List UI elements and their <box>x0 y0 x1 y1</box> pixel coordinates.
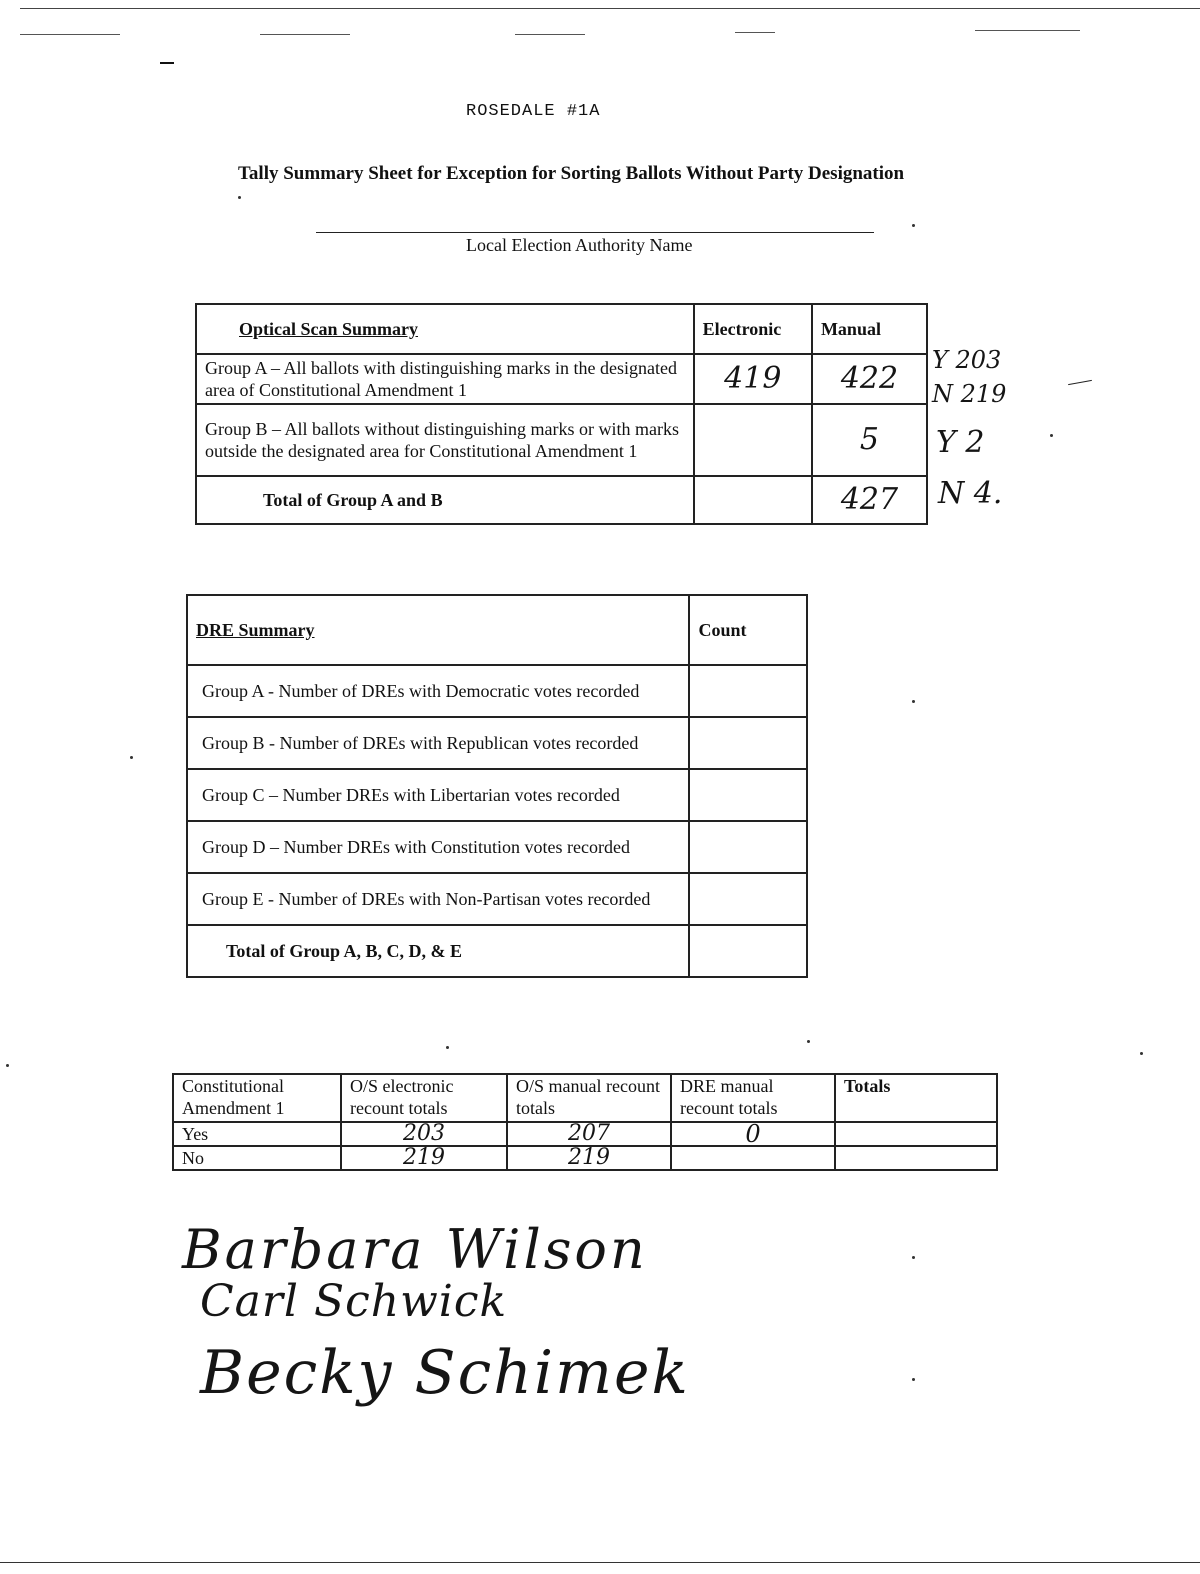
group-a-electronic: 419 <box>694 354 812 404</box>
dre-group-a-count <box>689 665 807 717</box>
dre-group-e-count <box>689 873 807 925</box>
yes-dre-manual: 0 <box>671 1122 835 1146</box>
scan-dot <box>912 1378 915 1381</box>
no-dre-manual <box>671 1146 835 1170</box>
yes-label: Yes <box>173 1122 341 1146</box>
group-b-label: Group B – All ballots without distinguishing marks or with marks outside the designated area for Constitutional Amendment 1 <box>196 404 694 476</box>
amendment-header-label: Constitutional Amendment 1 <box>173 1074 341 1122</box>
yes-totals <box>835 1122 997 1146</box>
scan-dot <box>6 1064 9 1067</box>
margin-note-y-group-a: Y 203 <box>932 346 1002 374</box>
margin-note-n-group-b: N 4. <box>938 476 1003 511</box>
scan-dot <box>238 196 241 199</box>
total-a-b-manual: 427 <box>812 476 927 524</box>
margin-note-n-group-a: N 219 <box>932 380 1007 408</box>
scan-artifact-line <box>20 34 120 35</box>
dre-group-b-count <box>689 717 807 769</box>
scan-dot <box>807 1040 810 1043</box>
scan-dot <box>1050 434 1053 437</box>
sheet-title: Tally Summary Sheet for Exception for Sorting Ballots Without Party Designation <box>238 163 905 184</box>
no-os-electronic: 219 <box>341 1146 507 1170</box>
no-os-manual: 219 <box>507 1146 671 1170</box>
authority-name-label: Local Election Authority Name <box>466 235 693 255</box>
scan-dot <box>912 224 915 227</box>
total-a-b-electronic <box>694 476 812 524</box>
yes-os-manual: 207 <box>507 1122 671 1146</box>
optical-scan-heading: Optical Scan Summary <box>196 304 694 354</box>
group-a-manual: 422 <box>812 354 927 404</box>
optical-scan-table <box>195 303 928 525</box>
signature-carl-schwick: Carl Schwick <box>200 1276 508 1327</box>
os-manual-header: O/S manual recount totals <box>507 1074 671 1122</box>
col-count: Count <box>689 595 807 665</box>
dre-heading: DRE Summary <box>187 595 689 665</box>
scan-artifact-line <box>260 34 350 35</box>
group-b-electronic <box>694 404 812 476</box>
scan-artifact-line <box>1068 380 1092 385</box>
scan-dot <box>912 700 915 703</box>
col-electronic: Electronic <box>694 304 812 354</box>
scan-artifact-line <box>515 34 585 35</box>
dre-group-d-label: Group D – Number DREs with Constitution votes recorded <box>187 821 689 873</box>
scan-artifact-line <box>0 1562 1200 1563</box>
dre-total-count <box>689 925 807 977</box>
group-a-label: Group A – All ballots with distinguishing marks in the designated area of Constitutional Amendment 1 <box>196 354 694 404</box>
authority-name-line <box>316 232 874 233</box>
dre-group-d-count <box>689 821 807 873</box>
dre-summary-table <box>186 594 808 978</box>
dre-group-b-label: Group B - Number of DREs with Republican votes recorded <box>187 717 689 769</box>
os-electronic-header: O/S electronic recount totals <box>341 1074 507 1122</box>
scan-dot <box>912 1256 915 1259</box>
dre-manual-header: DRE manual recount totals <box>671 1074 835 1122</box>
dre-group-c-count <box>689 769 807 821</box>
dre-group-c-label: Group C – Number DREs with Libertarian votes recorded <box>187 769 689 821</box>
scan-artifact-line <box>20 8 1200 9</box>
signature-barbara-wilson: Barbara Wilson <box>182 1218 648 1281</box>
amendment-recount-table <box>172 1073 998 1171</box>
totals-header: Totals <box>835 1074 997 1122</box>
precinct-header: ROSEDALE #1A <box>466 102 601 121</box>
scan-dot <box>1140 1052 1143 1055</box>
total-a-b-label: Total of Group A and B <box>196 476 694 524</box>
dre-group-a-label: Group A - Number of DREs with Democratic votes recorded <box>187 665 689 717</box>
no-totals <box>835 1146 997 1170</box>
dre-total-label: Total of Group A, B, C, D, & E <box>187 925 689 977</box>
yes-os-electronic: 203 <box>341 1122 507 1146</box>
group-b-manual: 5 <box>812 404 927 476</box>
signature-becky-schimek: Becky Schimek <box>200 1338 690 1408</box>
scan-dot <box>130 756 133 759</box>
scan-artifact-line <box>160 62 174 64</box>
scan-artifact-line <box>975 30 1080 31</box>
scan-dot <box>446 1046 449 1049</box>
dre-group-e-label: Group E - Number of DREs with Non-Partisan votes recorded <box>187 873 689 925</box>
no-label: No <box>173 1146 341 1170</box>
col-manual: Manual <box>812 304 927 354</box>
margin-note-y-group-b: Y 2 <box>936 425 985 460</box>
scan-artifact-line <box>735 32 775 33</box>
